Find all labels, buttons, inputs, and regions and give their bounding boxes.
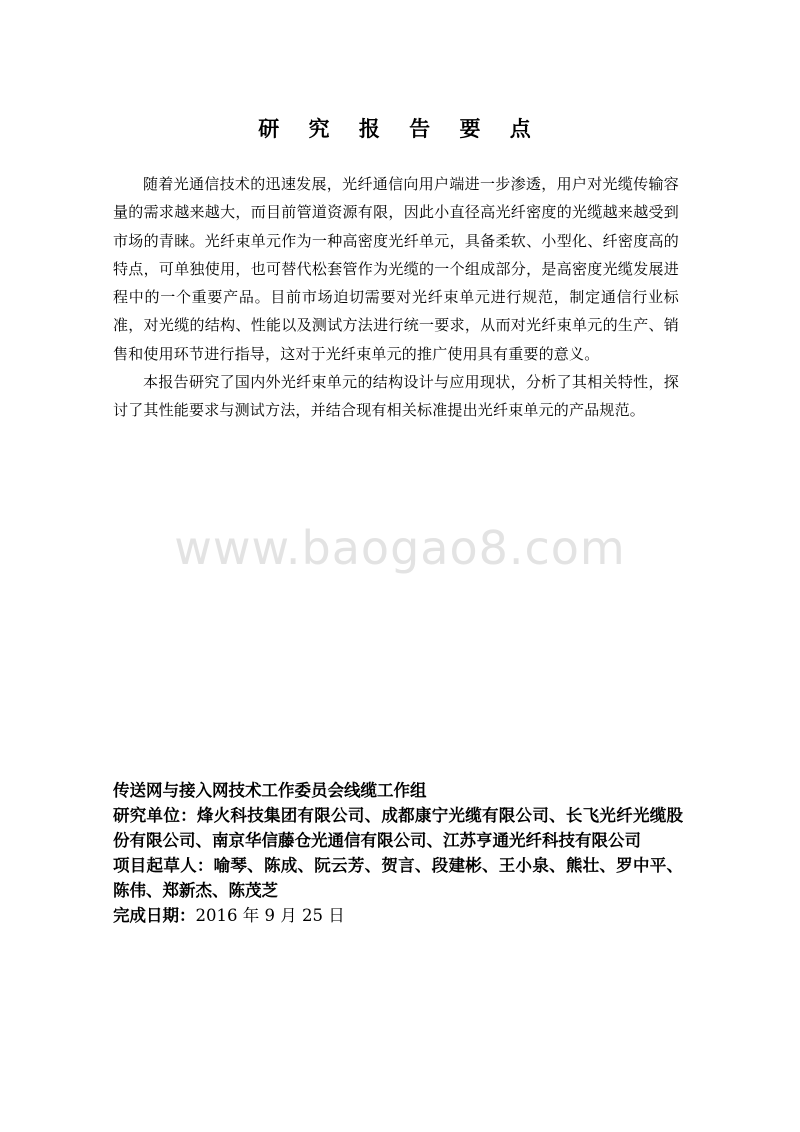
research-units <box>113 803 683 853</box>
report-footer <box>113 778 683 928</box>
paragraph-2: 本报告研究了国内外光纤束单元的结构设计与应用现状，分析了其相关特性，探讨了其性能要求与测试方法，并结合现有相关标准提出光纤束单元的产品规范。 <box>113 373 679 420</box>
working-group: 传送网与接入网技术工作委员会线缆工作组 <box>113 781 427 800</box>
drafters-value: 喻琴、陈成、阮云芳、贺言、段建彬、王小泉、熊壮、罗中平、陈伟、郑新杰、陈茂芝 <box>113 856 684 900</box>
completion-date <box>113 903 683 928</box>
report-body <box>113 170 679 425</box>
paragraph-1: 随着光通信技术的迅速发展，光纤通信向用户端进一步渗透，用户对光缆传输容量的需求越来越大，而目前管道资源有限，因此小直径高光纤密度的光缆越来越受到市场的青睐。光纤束单元作为一种高密度光纤单元，具备柔软、小型化、纤密度高的特点，可单独使用，也可替代松套管作为光缆的一个组成部分，是高密度光缆发展进程中的一个重要产品。目前市场迫切需要对光纤束单元进行规范，制定通信行业标准，对光缆的结构、性能以及测试方法进行统一要求，从而对光纤束单元的生产、销售和使用环节进行指导，这对于光纤束单元的推广使用具有重要的意义。 <box>113 175 679 363</box>
completion-date-value: 2016 年 9 月 25 日 <box>195 906 345 925</box>
research-units-value: 烽火科技集团有限公司、成都康宁光缆有限公司、长飞光纤光缆股份有限公司、南京华信藤仓光通信有限公司、江苏亨通光纤科技有限公司 <box>113 806 684 850</box>
drafters-label: 项目起草人： <box>113 856 214 875</box>
page-title: 研 究 报 告 要 点 <box>258 117 542 141</box>
watermark: www.baogao8.com <box>174 521 626 575</box>
completion-date-label: 完成日期： <box>113 906 196 925</box>
drafters <box>113 853 683 903</box>
research-units-label: 研究单位： <box>113 806 197 825</box>
